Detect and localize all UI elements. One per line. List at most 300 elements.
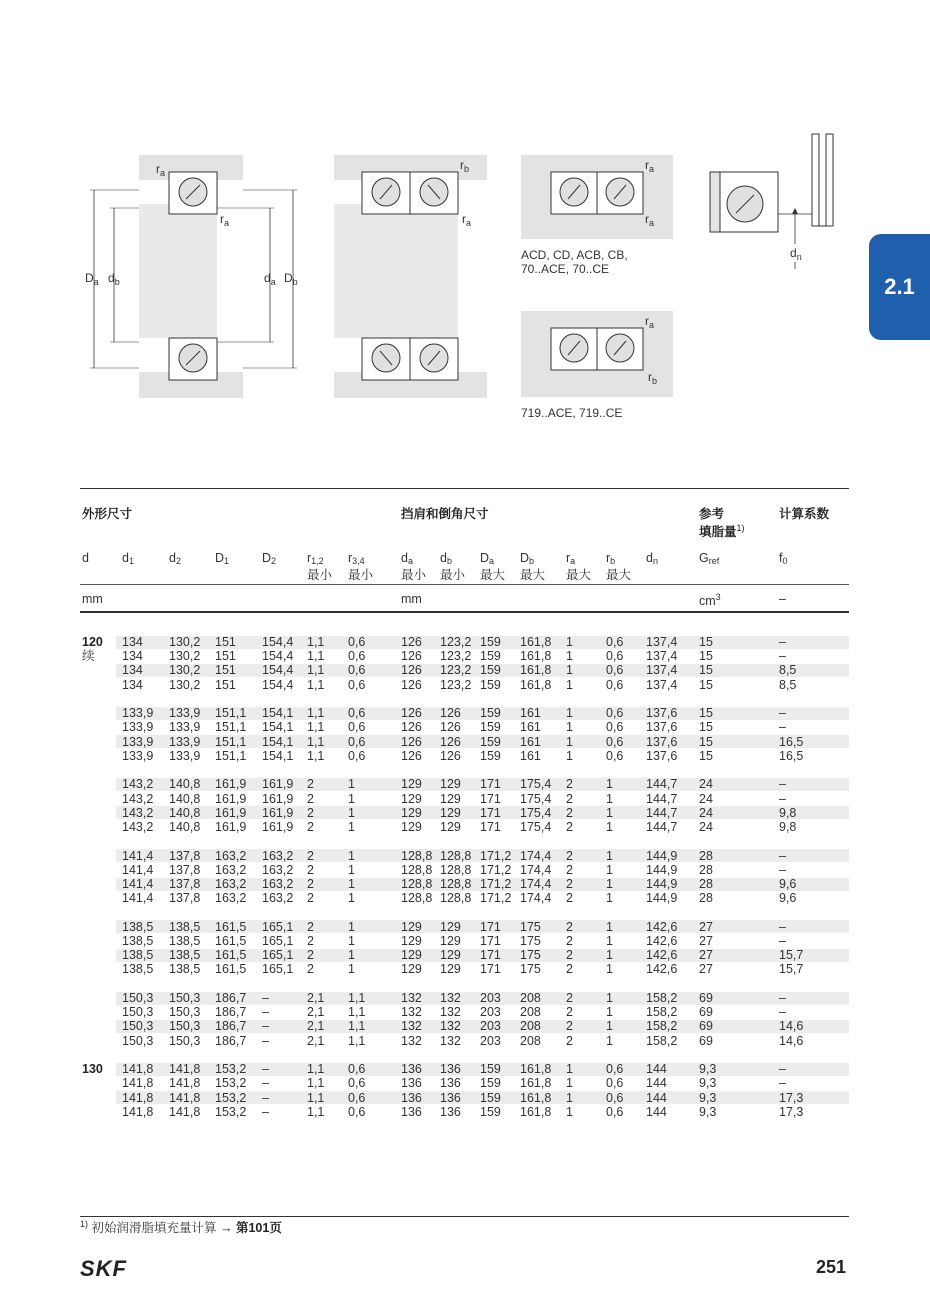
fig1-ra-top: $r_a$ (156, 162, 166, 178)
table-cell: 128,8 (401, 848, 433, 863)
table-cell: 186,7 (215, 1033, 247, 1048)
page-number: 251 (816, 1257, 847, 1277)
unit-mm-abutment: mm (401, 592, 422, 606)
table-cell: 138,5 (122, 919, 154, 934)
table-cell: 144,9 (646, 848, 678, 863)
table-cell: 133,9 (122, 720, 154, 735)
table-cell: 1 (606, 1019, 613, 1034)
table-cell: 0,6 (348, 635, 366, 649)
table-cell: – (779, 919, 786, 934)
table-cell: 141,8 (169, 1062, 201, 1077)
table-cell: 15 (699, 706, 713, 721)
table-cell: 171 (480, 820, 501, 834)
table-cell: 130,2 (169, 635, 201, 649)
table-cell: 136 (401, 1104, 422, 1119)
table-cell: 9,3 (699, 1076, 717, 1091)
footnote-rule (80, 1216, 849, 1217)
table-cell: 143,2 (122, 791, 154, 806)
table-cell: 129 (401, 791, 422, 806)
table-cell: 126 (401, 748, 422, 763)
table-cell: 153,2 (215, 1104, 247, 1119)
table-cell: 203 (480, 1033, 501, 1048)
table-cell: 186,7 (215, 991, 247, 1005)
table-cell: 134 (122, 663, 143, 678)
table-cell: 1,1 (307, 706, 325, 721)
table-cell: 1,1 (307, 649, 325, 664)
table-cell: 161,9 (262, 791, 294, 806)
header-group-grease-2: 填脂量$^{1)}$ (699, 523, 745, 540)
table-cell: 134 (122, 649, 143, 664)
table-cell: 1 (606, 862, 613, 877)
table-cell: 1 (348, 862, 355, 877)
table-cell: 0,6 (606, 649, 624, 664)
footnote-text: 初始润滑脂填充量计算 (91, 1221, 217, 1235)
table-cell: 14,6 (779, 1033, 804, 1048)
fig3-ra2: $r_a$ (645, 212, 655, 228)
table-cell: 171 (480, 777, 501, 792)
table-cell: 159 (480, 635, 501, 649)
table-cell: 27 (699, 948, 713, 963)
table-cell: 0,6 (348, 1104, 366, 1119)
table-cell: 165,1 (262, 948, 294, 963)
fig3-ra1: $r_a$ (645, 158, 655, 174)
table-cell: 9,8 (779, 805, 797, 820)
table-cell: 2 (566, 820, 573, 834)
table-cell: – (262, 1005, 269, 1020)
table-cell: 15,7 (779, 962, 804, 977)
column-header-note: 最大 (520, 568, 546, 582)
table-cell: 175 (520, 934, 541, 948)
table-cell: 137,8 (169, 877, 201, 891)
table-cell: 151,1 (215, 734, 247, 749)
table-cell: 0,6 (606, 1104, 624, 1119)
table-cell: 161,9 (262, 820, 294, 834)
fig4-caption: 719..ACE, 719..CE (521, 406, 623, 420)
table-cell: – (262, 1019, 269, 1034)
table-cell: 137,8 (169, 862, 201, 877)
table-cell: 1,1 (307, 734, 325, 749)
table-cell: 142,6 (646, 934, 678, 948)
table-cell: 154,1 (262, 720, 294, 735)
fig1-ra-mid: $r_a$ (220, 212, 230, 228)
footnote-link[interactable]: 第101页 (235, 1221, 282, 1235)
header-mid-rule (80, 584, 849, 585)
table-cell: 159 (480, 720, 501, 735)
column-header: $d_1$ (122, 551, 134, 566)
table-cell: – (262, 1104, 269, 1119)
table-cell: 137,4 (646, 649, 678, 664)
table-cell: 144 (646, 1062, 667, 1077)
table-cell: 126 (401, 720, 422, 735)
table-cell: – (262, 991, 269, 1005)
table-cell: 28 (699, 862, 713, 877)
fig3-caption-line1: ACD, CD, ACB, CB, (521, 248, 628, 262)
table-cell: 151 (215, 677, 236, 692)
table-cell: 126 (440, 720, 461, 735)
table-cell: 159 (480, 734, 501, 749)
table-cell: 133,9 (169, 706, 201, 721)
table-cell: 150,3 (122, 1005, 154, 1020)
column-header: $d_b$ 最小 (440, 551, 466, 582)
table-cell: – (779, 862, 786, 877)
table-cell: 174,4 (520, 848, 552, 863)
table-cell: 1 (606, 877, 613, 891)
table-cell: 132 (401, 1005, 422, 1020)
table-cell: 0,6 (348, 677, 366, 692)
table-cell: 1 (606, 805, 613, 820)
table-cell: 161,8 (520, 635, 552, 649)
table-cell: 150,3 (169, 991, 201, 1005)
table-cell: 2,1 (307, 1019, 325, 1034)
table-cell: 186,7 (215, 1005, 247, 1020)
table-cell: 144,9 (646, 862, 678, 877)
table-cell: 161,8 (520, 1104, 552, 1119)
table-cell: 1,1 (348, 991, 366, 1005)
table-cell: 141,8 (122, 1076, 154, 1091)
table-cell: 2 (566, 991, 573, 1005)
table-cell: 1 (606, 1005, 613, 1020)
table-cell: 175,4 (520, 791, 552, 806)
column-header: $d_2$ (169, 551, 181, 566)
table-cell: 0,6 (606, 677, 624, 692)
table-cell: 1 (566, 1090, 573, 1105)
table-cell: 141,4 (122, 891, 154, 906)
column-header-note: 最小 (440, 568, 466, 582)
table-cell: 126 (401, 635, 422, 649)
column-header: $G_{ref}$ (699, 551, 720, 566)
table-cell: 2 (566, 862, 573, 877)
table-cell: 15 (699, 734, 713, 749)
table-cell: 174,4 (520, 877, 552, 891)
table-cell: 161,8 (520, 649, 552, 664)
table-cell: 17,3 (779, 1104, 804, 1119)
header-group-dims: 外形尺寸 (82, 507, 133, 521)
table-cell: 2,1 (307, 1033, 325, 1048)
table-cell: 136 (440, 1104, 461, 1119)
fig3-back-to-back-drawing (521, 155, 673, 239)
table-cell: 1 (606, 791, 613, 806)
table-cell: 144,7 (646, 820, 678, 834)
table-cell: 138,5 (169, 934, 201, 948)
column-header: $d_a$ 最小 (401, 551, 427, 582)
column-header-note: 最小 (348, 568, 374, 582)
column-header: $D_2$ (262, 551, 277, 566)
table-cell: 129 (440, 934, 461, 948)
table-cell: 154,4 (262, 677, 294, 692)
table-cell: 0,6 (348, 1090, 366, 1105)
table-cell: 144,9 (646, 877, 678, 891)
table-cell: 130,2 (169, 649, 201, 664)
table-cell: 1 (348, 891, 355, 906)
table-cell: 136 (440, 1076, 461, 1091)
table-cell: 69 (699, 1019, 713, 1034)
table-cell: 0,6 (348, 720, 366, 735)
table-cell: 15 (699, 635, 713, 649)
table-cell: 129 (401, 805, 422, 820)
table-cell: – (262, 1062, 269, 1077)
table-cell: 15 (699, 649, 713, 664)
table-cell: 161,9 (262, 805, 294, 820)
table-cell: 137,6 (646, 720, 678, 735)
table-cell: 158,2 (646, 991, 678, 1005)
table-cell: 15 (699, 748, 713, 763)
table-cell: 1 (348, 777, 355, 792)
table-cell: 0,6 (606, 1076, 624, 1091)
table-cell: – (779, 1062, 786, 1077)
table-cell: 133,9 (169, 720, 201, 735)
table-cell: 171 (480, 948, 501, 963)
table-cell: 163,2 (262, 877, 294, 891)
table-cell: – (779, 1076, 786, 1091)
table-cell: – (779, 991, 786, 1005)
table-cell: 143,2 (122, 820, 154, 834)
table-cell: 126 (401, 734, 422, 749)
table-cell: 2 (307, 962, 314, 977)
table-cell: 154,1 (262, 706, 294, 721)
table-cell: 142,6 (646, 919, 678, 934)
table-cell: 159 (480, 1104, 501, 1119)
table-cell: 175,4 (520, 777, 552, 792)
table-cell: 1 (566, 635, 573, 649)
table-cell: 129 (401, 962, 422, 977)
table-cell: 161,5 (215, 934, 247, 948)
table-cell: 132 (401, 1019, 422, 1034)
table-cell: 2 (566, 948, 573, 963)
table-cell: – (779, 1005, 786, 1020)
table-cell: 1 (566, 706, 573, 721)
table-cell: 1 (606, 777, 613, 792)
table-cell: – (779, 649, 786, 664)
table-cell: 161,8 (520, 1062, 552, 1077)
table-cell: 129 (440, 919, 461, 934)
table-cell: 2 (307, 791, 314, 806)
table-cell: 203 (480, 1005, 501, 1020)
table-cell: 175,4 (520, 820, 552, 834)
table-cell: 1 (606, 919, 613, 934)
table-cell: 165,1 (262, 934, 294, 948)
table-cell: 1 (606, 962, 613, 977)
table-cell: 1 (348, 791, 355, 806)
header-group-grease-1: 参考 (699, 507, 725, 521)
fig1-Db: $D_b$ (284, 271, 298, 287)
table-cell: 141,8 (122, 1090, 154, 1105)
table-cell: 158,2 (646, 1019, 678, 1034)
column-header: $r_b$ 最大 (606, 551, 632, 582)
table-cell: 14,6 (779, 1019, 804, 1034)
bore-diameter: 120 (82, 635, 103, 649)
table-cell: 158,2 (646, 1005, 678, 1020)
table-cell: 151,1 (215, 748, 247, 763)
table-cell: 140,8 (169, 820, 201, 834)
table-cell: 2 (307, 891, 314, 906)
table-cell: 9,6 (779, 877, 797, 891)
table-cell: – (779, 706, 786, 721)
column-header: $r_{1,2}$ 最小 (307, 551, 333, 582)
table-cell: 138,5 (169, 919, 201, 934)
table-cell: 137,6 (646, 706, 678, 721)
table-cell: – (262, 1090, 269, 1105)
table-cell: 208 (520, 1005, 541, 1020)
table-cell: 171,2 (480, 848, 512, 863)
table-cell: 0,6 (606, 706, 624, 721)
table-cell: 136 (401, 1062, 422, 1077)
table-cell: 137,4 (646, 663, 678, 678)
table-cell: 136 (440, 1090, 461, 1105)
table-cell: 123,2 (440, 635, 472, 649)
table-cell: 150,3 (169, 1005, 201, 1020)
table-cell: 140,8 (169, 805, 201, 820)
table-cell: 126 (440, 706, 461, 721)
table-cell: 1 (348, 962, 355, 977)
table-cell: 1 (606, 1033, 613, 1048)
table-cell: 132 (440, 1005, 461, 1020)
table-cell: 144,7 (646, 805, 678, 820)
table-cell: 133,9 (122, 748, 154, 763)
table-cell: 137,6 (646, 734, 678, 749)
table-cell: 15,7 (779, 948, 804, 963)
table-cell: 163,2 (262, 848, 294, 863)
table-cell: 174,4 (520, 891, 552, 906)
table-cell: 134 (122, 635, 143, 649)
table-cell: 171 (480, 919, 501, 934)
table-cell: 137,4 (646, 635, 678, 649)
table-cell: 0,6 (606, 663, 624, 678)
table-cell: 144 (646, 1076, 667, 1091)
table-cell: 1 (606, 991, 613, 1005)
unit-mm-dims: mm (82, 592, 103, 606)
table-cell: 159 (480, 649, 501, 664)
table-cell: 2 (566, 962, 573, 977)
table-cell: 163,2 (215, 848, 247, 863)
table-cell: 2 (566, 1033, 573, 1048)
table-cell: 132 (401, 1033, 422, 1048)
table-cell: 150,3 (122, 1033, 154, 1048)
table-cell: 208 (520, 1019, 541, 1034)
table-cell: 9,3 (699, 1090, 717, 1105)
table-cell: 1,1 (307, 748, 325, 763)
table-cell: 130,2 (169, 663, 201, 678)
column-header: $D_b$ 最大 (520, 551, 546, 582)
table-cell: 161,5 (215, 962, 247, 977)
fig2-ra: $r_a$ (462, 212, 472, 228)
table-cell: 1 (348, 820, 355, 834)
table-cell: 151,1 (215, 720, 247, 735)
table-cell: 2 (307, 848, 314, 863)
table-cell: 1,1 (307, 663, 325, 678)
table-cell: 137,4 (646, 677, 678, 692)
table-cell: 2 (307, 919, 314, 934)
table-cell: 1,1 (348, 1033, 366, 1048)
table-cell: 2 (307, 805, 314, 820)
table-cell: 154,1 (262, 734, 294, 749)
table-cell: 159 (480, 1076, 501, 1091)
table-cell: 128,8 (440, 862, 472, 877)
table-cell: 128,8 (440, 891, 472, 906)
table-cell: 1 (348, 919, 355, 934)
table-cell: 140,8 (169, 777, 201, 792)
table-cell: 136 (401, 1090, 422, 1105)
table-cell: 161,8 (520, 1076, 552, 1091)
table-cell: 161,5 (215, 948, 247, 963)
column-header: $r_a$ 最大 (566, 551, 592, 582)
bore-diameter: 130 (82, 1062, 103, 1077)
table-cell: 0,6 (606, 734, 624, 749)
table-cell: 2 (566, 777, 573, 792)
section-tab[interactable]: 2.1 (869, 234, 930, 340)
table-cell: 161 (520, 706, 541, 721)
table-cell: 15 (699, 720, 713, 735)
table-cell: 128,8 (401, 877, 433, 891)
table-cell: 151 (215, 649, 236, 664)
table-cell: 138,5 (122, 934, 154, 948)
table-cell: 175,4 (520, 805, 552, 820)
table-cell: 2,1 (307, 991, 325, 1005)
table-cell: 144,7 (646, 791, 678, 806)
footnote-arrow: → (220, 1221, 233, 1235)
table-cell: 130,2 (169, 677, 201, 692)
table-cell: 171 (480, 805, 501, 820)
table-cell: 0,6 (606, 1062, 624, 1077)
table-cell: 69 (699, 991, 713, 1005)
table-cell: 144,9 (646, 891, 678, 906)
table-cell: 28 (699, 877, 713, 891)
table-cell: 128,8 (440, 848, 472, 863)
table-cell: 151 (215, 663, 236, 678)
table-cell: 136 (440, 1062, 461, 1077)
header-group-abutment: 挡肩和倒角尺寸 (401, 507, 489, 521)
table-cell: 1 (348, 948, 355, 963)
table-cell: 163,2 (262, 862, 294, 877)
footnote: $^{1)}$ 初始润滑脂填充量计算 → 第101页 (80, 1219, 282, 1235)
table-cell: 1 (606, 934, 613, 948)
table-cell: 142,6 (646, 948, 678, 963)
table-cell: 1,1 (307, 1062, 325, 1077)
table-cell: 136 (401, 1076, 422, 1091)
table-cell: 1,1 (307, 635, 325, 649)
table-cell: 171,2 (480, 862, 512, 877)
table-cell: 161,9 (215, 820, 247, 834)
table-cell: 128,8 (401, 891, 433, 906)
table-cell: 154,4 (262, 663, 294, 678)
fig5-lubrication-drawing (710, 134, 833, 269)
table-cell: 9,3 (699, 1104, 717, 1119)
fig3-caption-line2: 70..ACE, 70..CE (521, 262, 610, 276)
table-cell: 1 (566, 734, 573, 749)
table-cell: 27 (699, 934, 713, 948)
table-cell: 132 (440, 1019, 461, 1034)
table-cell: 174,4 (520, 862, 552, 877)
table-cell: 171 (480, 934, 501, 948)
table-cell: 141,8 (169, 1104, 201, 1119)
table-cell: 0,6 (348, 649, 366, 664)
table-cell: 2 (566, 934, 573, 948)
table-cell: 0,6 (348, 1076, 366, 1091)
table-cell: 129 (401, 820, 422, 834)
table-cell: 8,5 (779, 677, 797, 692)
table-cell: 141,4 (122, 862, 154, 877)
table-cell: 2 (307, 820, 314, 834)
table-cell: 129 (440, 948, 461, 963)
fig1-Da: $D_a$ (85, 271, 99, 287)
table-cell: 161,8 (520, 677, 552, 692)
table-cell: 2 (566, 891, 573, 906)
fig4-rb: $r_b$ (648, 370, 658, 386)
table-cell: 24 (699, 777, 713, 792)
table-cell: 1 (348, 848, 355, 863)
table-cell: 161,9 (215, 791, 247, 806)
table-cell: 1,1 (307, 1076, 325, 1091)
table-cell: 1,1 (307, 1104, 325, 1119)
